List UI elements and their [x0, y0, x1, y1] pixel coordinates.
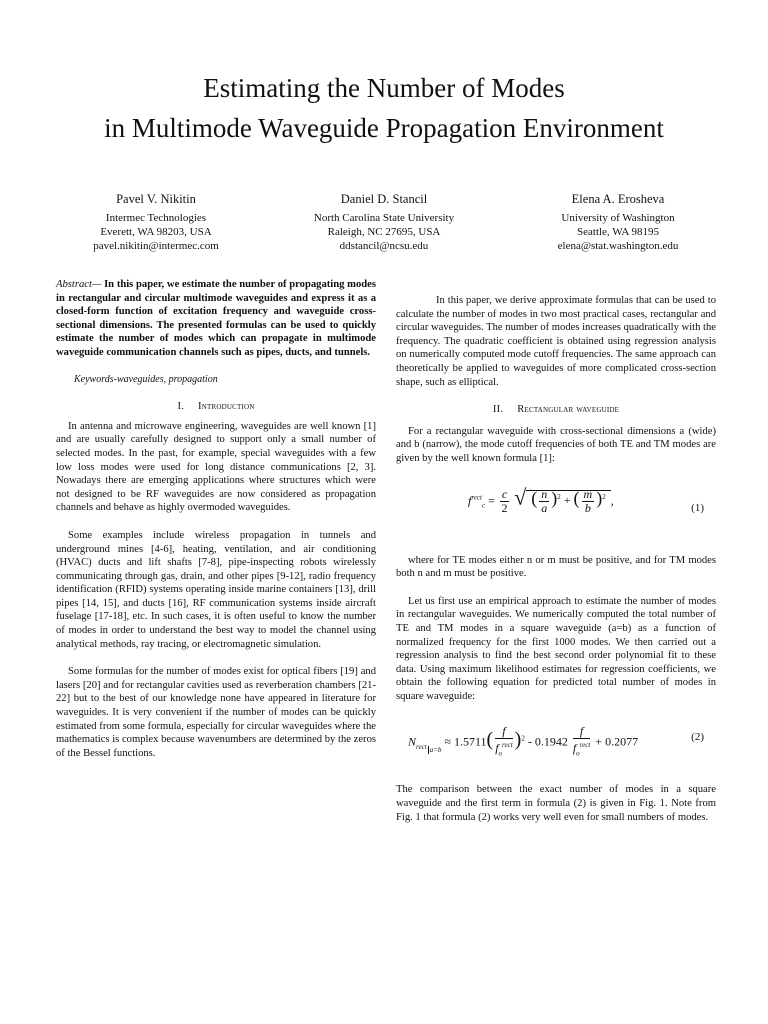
eq-den: a — [541, 500, 548, 515]
title-line-1: Estimating the Number of Modes — [203, 73, 565, 103]
author-email: ddstancil@ncsu.edu — [339, 240, 429, 252]
section-number: I. — [177, 401, 185, 413]
author-block — [498, 192, 738, 253]
sqrt-icon: √ — [514, 483, 527, 509]
eq-radicand: ( $\frac{n}{a}$ )$^2$ + ( $\frac{m}{b}$ )$^2$ — [526, 490, 610, 507]
eq-fraction — [573, 725, 590, 760]
title-line-2: in Multimode Waveguide Propagation Environment — [104, 113, 664, 143]
eq-den: 2 — [501, 500, 508, 515]
eq-den — [495, 739, 512, 760]
section-number: II. — [492, 404, 504, 416]
eq-sup: rect — [471, 492, 482, 501]
eq-symbol: f — [468, 492, 472, 507]
eq-den-symbol: f — [495, 741, 499, 756]
section-title: Introduction — [198, 401, 255, 413]
author-address: Everett, WA 98203, USA — [100, 226, 212, 238]
author-block — [36, 192, 276, 253]
eq-coefficient: + 0.2077 — [592, 734, 639, 749]
eq-sup: rect — [502, 741, 513, 750]
eq-num: f — [495, 725, 512, 739]
abstract-label: Abstract— — [56, 279, 102, 290]
intro-paragraph-1: In antenna and microwave engineering, waveguides are well known [1] and are usually carefully designed to support only a small number of selected modes. In the past, for example, special waveguides with a few low loss modes were used for long distance communications [2, 3]. Nowadays there are emerging applications where structures which were not designed to be RF waveguides are now considered as propagation channels and behave as highly overmoded waveguides. — [56, 420, 376, 514]
author-block — [264, 192, 504, 253]
author-name: Elena A. Erosheva — [571, 192, 665, 206]
eq-sub: c — [481, 501, 486, 510]
section2-paragraph-3: Let us first use an empirical approach to estimate the number of modes in rectangular waveguides. We numerically computed the total number of TE and TM modes in a square waveguide (a=b) as a function of normalized frequency for the first 1000 modes. We then carried out a regression analysis to find the best second order polynomial fit to these data. Using maximum likelihood estimates for regression coefficients, we obtain the following equation for predicted total number of modes in square waveguide: — [396, 595, 716, 702]
abstract — [56, 278, 376, 360]
eq-condition: a=b — [429, 745, 442, 754]
section-title: Rectangular waveguide — [517, 404, 620, 416]
equation-1-body: $f^{rect}_c$ = $\frac{c}{2}$ √ ( $\frac{n}{a}$ )$^2$ + ( $\frac{m}{b}$ )$^2$ , — [468, 483, 614, 515]
eq-fraction — [495, 725, 512, 760]
eq-num: m — [583, 486, 593, 501]
section2-paragraph-4: The comparison between the exact number of modes in a square waveguide and the first term in formula (2) is given in Fig. 1. Note from Fig. 1 that formula (2) works very well even for small numbers of modes. — [396, 784, 716, 823]
eq-coefficient: - 0.1942 — [524, 734, 571, 749]
eq-den — [573, 739, 590, 760]
eq-den-symbol: f — [572, 741, 577, 756]
author-org: University of Washington — [561, 212, 675, 224]
equation-number: (1) — [691, 501, 704, 514]
eq-num: c — [501, 486, 508, 501]
eq-coefficient: ≈ 1.5711 — [444, 734, 487, 749]
author-address: Seattle, WA 98195 — [577, 226, 659, 238]
author-org: North Carolina State University — [313, 212, 455, 224]
equation-1 — [396, 480, 716, 546]
author-address: Raleigh, NC 27695, USA — [327, 226, 441, 238]
eq-num: f — [573, 725, 590, 739]
equation-2 — [396, 715, 716, 777]
eq-sup: 2 — [521, 734, 525, 743]
author-email: pavel.nikitin@intermec.com — [93, 240, 219, 252]
eq-fraction — [500, 488, 509, 515]
section2-paragraph-2: where for TE modes either n or m must be positive, and for TM modes both n and m must be positive. — [396, 554, 716, 580]
eq-sub: o — [498, 749, 503, 758]
eq-num: n — [541, 486, 548, 501]
eq-sup: 2 — [557, 492, 561, 501]
author-email: elena@stat.washington.edu — [557, 240, 679, 252]
right-column — [396, 294, 716, 824]
section-heading-rectangular — [396, 403, 716, 417]
intro-paragraph-3: Some formulas for the number of modes exist for optical fibers [19] and lasers [20] and for rectangular cavities used as reverberation chambers [21-22] but to the best of our knowledge none have appeared in literature for waveguides. It is very convenient if the number of modes can be quickly estimated from some formula, especially for circular waveguides where the mathematics is complex because wavenumbers are determined by the zeros of the Bessel functions. — [56, 666, 376, 759]
intro-paragraph-4: In this paper, we derive approximate formulas that can be used to calculate the number of modes in two most practical cases, rectangular and circular waveguides. The number of modes increases quadratically with the frequency. The quadratic coefficient is obtained using regression analysis on numerically computed mode cutoff frequencies. The same approach can theoretically be applied to waveguides of more complicated cross-section shape, such as elliptical. — [396, 295, 716, 388]
eq-fraction — [539, 488, 549, 515]
eq-den: b — [584, 500, 591, 515]
intro-paragraph-2: Some examples include wireless propagation in tunnels and underground mines [4-6], heating, ventilation, and air conditioning (HVAC) ducts and lift shafts [7-8], pipe-inspecting robots wirelessly communicating through gas, drain, and other pipes [9-12], radio frequency identification (RFID) systems operating inside marine containers [13], drill pipes [14, 15], and ducts [16], RF communication systems inside aircraft fuselage [17-18], etc. In such cases, it is often useful to know the number of modes in order to understand the best way to model the channel using analytical methods, ray tracing, or electromagnetic simulation. — [56, 529, 376, 650]
author-name: Pavel V. Nikitin — [116, 192, 196, 206]
eq-sub: rect — [416, 743, 427, 752]
author-name: Daniel D. Stancil — [340, 192, 428, 206]
author-org: Intermec Technologies — [105, 212, 207, 224]
equation-number: (2) — [691, 731, 704, 744]
eq-sub: o — [576, 749, 580, 758]
left-column — [56, 278, 376, 760]
section2-paragraph-1: For a rectangular waveguide with cross-sectional dimensions a (wide) and b (narrow), the mode cutoff frequencies of both TE and TM modes are given by the well known formula [1]: — [396, 425, 716, 464]
section-heading-introduction — [56, 400, 376, 414]
equation-2-body: $N_{rect}$ $_{a=b}$ ≈ 1.5711( $\frac{f}{f_o^{rect}}$ )$^2$ - 0.1942 $\frac{f}{f_o^{rect}}$ + 0.2077 — [408, 725, 638, 760]
eq-symbol: N — [408, 734, 417, 749]
abstract-text: In this paper, we estimate the number of propagating modes in rectangular and circular multimode waveguides and express it as a closed-form function of excitation frequency and waveguide cross-sectional dimensions. The presented formulas can be used to quickly estimate the number of modes which can propagate in multimode waveguide communication channels such as pipes, ducts, and tunnels. — [56, 279, 376, 358]
eq-sup: 2 — [602, 492, 606, 501]
keywords: Keywords-waveguides, propagation — [74, 373, 218, 385]
eq-fraction — [582, 488, 595, 515]
eq-sup: rect — [579, 741, 591, 750]
